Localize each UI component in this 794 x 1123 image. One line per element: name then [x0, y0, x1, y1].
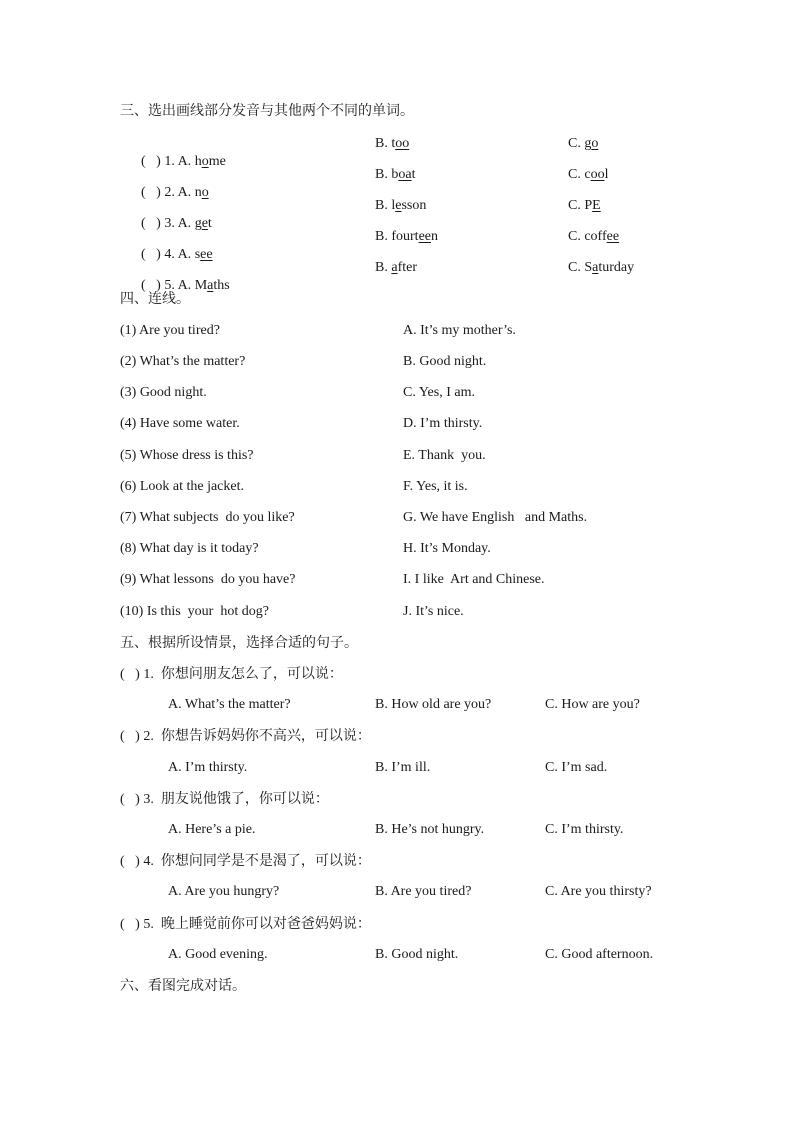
word-part: c [584, 167, 591, 182]
item-number: 5. [143, 917, 154, 932]
option-label: B. [375, 260, 388, 275]
option-label: B. [375, 198, 388, 213]
underlined-part: o [201, 154, 209, 169]
answer-paren[interactable]: ( ) [120, 667, 140, 682]
answer-paren[interactable]: ( ) [141, 278, 161, 293]
match-left-item[interactable]: (9) What lessons do you have? [120, 572, 296, 587]
match-left-item[interactable]: (7) What subjects do you like? [120, 510, 295, 525]
option-c [568, 259, 634, 277]
option-label: C. [568, 136, 581, 151]
underlined-part: e [395, 198, 402, 213]
match-right-item[interactable]: F. Yes, it is. [403, 479, 468, 494]
option-c [568, 135, 598, 153]
answer-paren[interactable]: ( ) [141, 154, 161, 169]
option-c [568, 228, 619, 246]
section-3-title: 三、选出画线部分发音与其他两个不同的单词。 [120, 103, 414, 119]
option-b [375, 166, 415, 184]
option-c[interactable]: C. I’m thirsty. [545, 822, 624, 837]
match-left-item[interactable]: (4) Have some water. [120, 416, 240, 431]
item-number: 5. [164, 278, 175, 293]
option-b[interactable]: B. Are you tired? [375, 884, 472, 899]
word-part: coff [584, 229, 607, 244]
word-part: g [584, 136, 592, 151]
option-label: C. [568, 198, 581, 213]
section-6-title: 六、看图完成对话。 [120, 978, 246, 994]
match-right-item[interactable]: G. We have English and Maths. [403, 510, 588, 525]
option-b[interactable]: B. Good night. [375, 947, 459, 962]
underlined-part: o [591, 136, 599, 151]
underlined-part: ee [200, 247, 213, 262]
item-number: 2. [143, 729, 154, 744]
option-c [568, 197, 601, 215]
item-number: 1. [143, 667, 154, 682]
option-b[interactable]: B. How old are you? [375, 697, 492, 712]
option-c[interactable]: C. I’m sad. [545, 760, 608, 775]
answer-paren[interactable]: ( ) [120, 792, 140, 807]
option-label: A. [177, 216, 192, 231]
option-c[interactable]: C. Good afternoon. [545, 947, 654, 962]
match-right-item[interactable]: A. It’s my mother’s. [403, 323, 516, 338]
word-part: l [604, 167, 609, 182]
match-right-item[interactable]: B. Good night. [403, 354, 487, 369]
question-text: 你想问同学是不是渴了，可以说： [160, 853, 371, 869]
word-part: fourt [391, 229, 419, 244]
underlined-part: oa [398, 167, 412, 182]
match-right-item[interactable]: D. I’m thirsty. [403, 416, 483, 431]
word-part: M [194, 278, 208, 293]
question-row [120, 852, 371, 871]
option-label: B. [375, 167, 388, 182]
underlined-part: ee [606, 229, 620, 244]
word-part: P [584, 198, 593, 213]
underlined-part: a [207, 278, 214, 293]
option-b [375, 197, 426, 215]
word-part: ths [213, 278, 230, 293]
question-text: 你想问朋友怎么了，可以说： [160, 666, 343, 682]
match-left-item[interactable]: (10) Is this your hot dog? [120, 604, 269, 619]
question-row [120, 727, 371, 746]
option-b[interactable]: B. I’m ill. [375, 760, 431, 775]
word-part: t [207, 216, 212, 231]
option-a[interactable]: A. What’s the matter? [168, 697, 291, 712]
item-number: 4. [143, 854, 154, 869]
underlined-part: oo [395, 136, 410, 151]
option-c [568, 166, 608, 184]
question-text: 朋友说他饿了，你可以说： [160, 791, 329, 807]
item-number: 2. [164, 185, 175, 200]
underlined-part: ee [418, 229, 431, 244]
match-right-item[interactable]: H. It’s Monday. [403, 541, 491, 556]
underlined-part: a [391, 260, 398, 275]
option-b [375, 135, 409, 153]
answer-paren[interactable]: ( ) [120, 854, 140, 869]
match-right-item[interactable]: E. Thank you. [403, 448, 486, 463]
word-part: g [194, 216, 202, 231]
section-5-title: 五、根据所设情景，选择合适的句子。 [120, 635, 358, 651]
option-label: A. [177, 185, 192, 200]
option-c[interactable]: C. How are you? [545, 697, 640, 712]
word-part: me [208, 154, 226, 169]
question-text: 晚上睡觉前你可以对爸爸妈妈说： [160, 916, 371, 932]
answer-paren[interactable]: ( ) [120, 917, 140, 932]
match-right-item[interactable]: J. It’s nice. [403, 604, 464, 619]
word-part: t [391, 136, 396, 151]
match-right-item[interactable]: I. I like Art and Chinese. [403, 572, 545, 587]
option-label: C. [568, 167, 581, 182]
word-part: b [391, 167, 399, 182]
question-row [120, 915, 371, 934]
item-number: 1. [164, 154, 175, 169]
option-label: B. [375, 136, 388, 151]
item-number: 3. [164, 216, 175, 231]
option-b [375, 228, 438, 246]
underlined-part: o [201, 185, 209, 200]
section-4-title: 四、连线。 [120, 291, 190, 307]
option-c[interactable]: C. Are you thirsty? [545, 884, 652, 899]
underlined-part: oo [590, 167, 605, 182]
answer-paren[interactable]: ( ) [141, 247, 161, 262]
answer-paren[interactable]: ( ) [141, 216, 161, 231]
match-left-item[interactable]: (3) Good night. [120, 385, 207, 400]
option-a[interactable]: A. Are you hungry? [168, 884, 280, 899]
word-part: n [194, 185, 202, 200]
word-part: t [411, 167, 416, 182]
match-left-item[interactable]: (5) Whose dress is this? [120, 448, 254, 463]
option-a[interactable]: A. Here’s a pie. [168, 822, 256, 837]
word-part: l [391, 198, 396, 213]
word-part: S [584, 260, 593, 275]
option-a[interactable]: A. Good evening. [168, 947, 268, 962]
match-left-item[interactable]: (6) Look at the jacket. [120, 479, 245, 494]
option-label: A. [177, 247, 192, 262]
underlined-part: e [201, 216, 208, 231]
item-number: 3. [143, 792, 154, 807]
word-part: n [431, 229, 438, 244]
answer-paren[interactable]: ( ) [141, 185, 161, 200]
option-label: B. [375, 229, 388, 244]
item-number: 4. [164, 247, 175, 262]
answer-paren[interactable]: ( ) [120, 729, 140, 744]
option-a[interactable]: A. I’m thirsty. [168, 760, 248, 775]
underlined-part: E [592, 198, 601, 213]
word-part: sson [401, 198, 427, 213]
option-b[interactable]: B. He’s not hungry. [375, 822, 485, 837]
match-left-item[interactable]: (1) Are you tired? [120, 323, 220, 338]
question-row [120, 665, 343, 684]
option-label: A. [177, 278, 192, 293]
word-part: s [194, 247, 201, 262]
match-left-item[interactable]: (8) What day is it today? [120, 541, 259, 556]
match-right-item[interactable]: C. Yes, I am. [403, 385, 475, 400]
option-b [375, 259, 417, 277]
word-part: fter [397, 260, 417, 275]
word-part: turday [598, 260, 635, 275]
option-label: A. [177, 154, 192, 169]
option-label: C. [568, 260, 581, 275]
question-row [120, 790, 329, 809]
word-part: h [194, 154, 202, 169]
option-label: C. [568, 229, 581, 244]
match-left-item[interactable]: (2) What’s the matter? [120, 354, 246, 369]
underlined-part: a [592, 260, 599, 275]
question-text: 你想告诉妈妈你不高兴，可以说： [160, 728, 371, 744]
